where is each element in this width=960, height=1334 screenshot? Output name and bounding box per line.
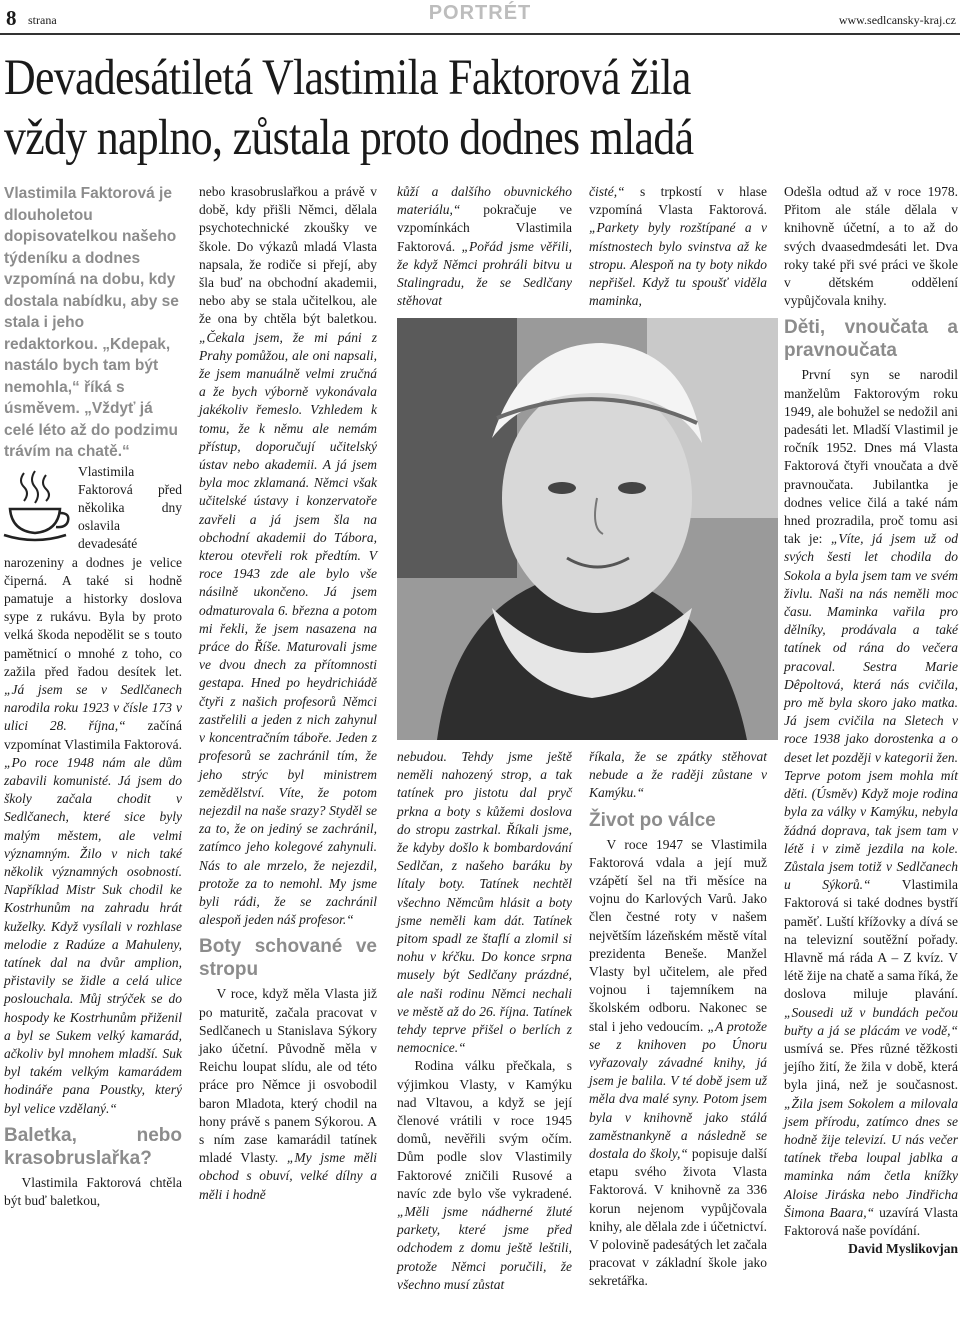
paragraph: V roce 1947 se Vlastimila Faktorová vdala a její muž vzápětí šel na tři měsíce na vojnu do Karlových Varů. Jako člen čestné roty v našem největším lázeňském městě vítal prezidenta Beneše. Manžel Vlasty byl učitelem, ale před vojnou i tajemníkem na školském odboru. Nakonec se stal i jeho vedoucím. „A protože se z knihoven po Únoru vyřazovaly závadné knihy, já jsem je balila. V té době jsem už měla dva malé syny. Potom jsem byla v knihovně jako stálá zaměstnankyně a následně se dostala do školy,“ popisuje další etapu svého života Vlasta Faktorová. V knihovně za 336 korun nejenom vypůjčovala knihy, ale dělala zde i účetnictví. V polovině padesátých let začala pracovat v základní škole jako sekretářka.: [589, 836, 768, 1289]
subheading: Boty schované ve stropu: [199, 936, 377, 981]
subheading: Baletka, nebo krasobruslařka?: [4, 1124, 182, 1169]
author-signature: David Myslikovjan: [848, 1241, 958, 1257]
coffee-cup-icon: [2, 469, 72, 543]
article-column-2: [199, 183, 377, 1204]
paragraph: Vlastimila Faktorová chtěla být buď baletkou,: [4, 1174, 182, 1209]
paragraph: nebo krasobruslařkou a právě v době, kdy přišli Němci, dělala psychotechnické zkoušky ve škole. Do výkazů mladá Vlasta napsala, že rodiče si přejí, aby šla buď na obchodní akademii, nebo aby se stala učitelkou, ale že ona by chtěla být baletkou. „Čekala jsem, že mi páni z Prahy pomůžou, ale oni napsali, že jsem manuálně velmi zručná a že bych výborně vykonávala jakékoliv řemeslo. Vzhledem k tomu, že k němu ale nemám přístup, doporučují učitelský ústav nebo akademii. A já jsem byla moc zklamaná. Němci však učitelské ústavy i konzervatoře zavřeli a já jsem šla na obchodní akademii do Tábora, kterou otevřeli rok předtím. V roce 1943 zde ale bylo vše násilně ukončeno. Já jsem odmaturovala 6. března a potom mi řekli, že jsem nasazena na práce do Říše. Maturovali jsme ve dvou dnech za přítomnosti gestapa. Hned po heydrichiádě čtyři z našich profesorů Němci zastřelili a jeden z nich zahynul v koncentračním táboře. Jeden z profesorů se zachránil tím, že jeho strýc byl ministrem zemědělství. Víte, že potom nejezdil na naše srazy? Styděl se za to, že on jediný se zachránil, zatímco jeho kolegové zahynuli. Nás to ale mrzelo, že nejezdil, protože za to nemohl. My jsme byli rádi, že se zachránil alespoň jeden náš profesor.“: [199, 184, 377, 928]
headline: [4, 48, 826, 168]
paragraph: čisté,“ s trpkostí v hlase vzpomíná Vlasta Faktorová. „Parkety byly rozštípané a v místnostech bylo svinstva až ke stropu. Alespoň na ty boty nikdo nepřišel. Když tu spoušť viděla maminka,: [589, 184, 767, 309]
article-column-4-top: [589, 183, 767, 310]
subheading: Život po válce: [589, 809, 716, 831]
headline-line-2: vždy naplno, zůstala proto dodnes mladá: [4, 110, 694, 166]
page-number: 8: [6, 6, 17, 30]
article-column-4-bottom: [589, 748, 767, 1291]
article-column-1: [4, 183, 182, 1210]
paragraph: kůží a dalšího obuvnického materiálu,“ pokračuje ve vzpomínkách Vlastimila Faktorová. „Pořád jsme věřili, že když Němci prohráli bitvu u Stalingradu, že se Sedlčany stěhovat: [397, 184, 573, 309]
article-column-3-top: [397, 183, 572, 310]
paragraph: První syn se narodil manželům Faktorovým roku 1949, ale bohužel se nedožil ani padesáti let. Mladší Vlastimil je ročník 1952. Dnes má Vlasta Faktorová čtyři vnoučata a dvě pravnoučata. Jubilantka je dodnes velice čilá a také nám hned prozradila, proč tomu asi tak je: „Víte, já jsem už od svých šesti let chodila do Sokola a byla jsem tam ve svém živlu. Naši na nás neměli moc času. Maminka vařila pro dělníky, prodávala a také tatínek od rána do večera pracoval. Sestra Marie Dêpoltová, která nás cvičila, pro mě byla skoro jako matka. Já jsem cvičila na Sletech v roce 1938 jako dorostenka a o deset let později v kategorii žen. Teprve potom jsem mohla mít děti. (Úsměv) Když moje rodina byla za války v Kamýku, nebyla žádná doprava, tak jsem tam v létě i v zimě jezdila na kole. Zůstala jsem totiž v Sedlčanech u Sýkorů.“ Vlastimila Faktorová si také dodnes bystří paměť. Luští křížovky a dívá se na televizní soutěžní pořady. Hlavně má ráda A – Z kvíz. V létě žije na chatě a sama říká, že doslova miluje plavání. „Sousedi už v bundách pečou buřty a já se plácám ve vodě,“ usmívá se. Přes různé těžkosti jejího žití, že žila v době, která byla jiná, než je současnost. „Žila jsem Sokolem a milovala jsem přírodu, zatímco dnes se hodně žije televizí. U nás večer tatínek třeba loupal jablka a maminka nám četla knížky Aloise Jiráska nebo Jindřicha Šimona Baara,“ uzavírá Vlasta Faktorová naše povídání.: [784, 367, 959, 1238]
paragraph: V roce, když měla Vlasta již po maturitě, začala pracovat v Sedlčanech u Stanislava Sýkory jako účetní. Původně měla v Reichu loupat slídu, ale od této práce pro Němce ji osvobodil baron Mladota, který chodil na hony právě s panem Sýkorou. A s ním zase kamarádil tatínek mladé Vlasty. „My jsme měli obchod s obuví, velké dílny a měli i hodně: [199, 986, 378, 1202]
paragraph: Odešla odtud až v roce 1978. Přitom ale stále dělala v knihovně účetní, a to až do svých dvaasedmdesáti let. Dva roky také při své práci ve škole v dětském oddělení vypůjčovala knihy.: [784, 184, 958, 309]
header-rule: [0, 33, 960, 35]
paragraph: Rodina válku přečkala, s výjimkou Vlasty, v Kamýku nad Vltavou, a když se její členové vrátili v roce 1945 domů, nevěřili svým očím. Dům podle slov Vlastimily Faktorové zničili Rusové a navíc zde bylo vše vykradené. „Měli jsme nádherné žluté parkety, které jsme před odchodem z domu ještě leštili, protože Němci poručili, že všechno musí zůstat: [397, 1058, 572, 1292]
page-header: [0, 0, 960, 34]
portrait-image: [397, 318, 778, 740]
article-column-5: [784, 183, 958, 1258]
lead-paragraph: Vlastimila Faktorová je dlouholetou dopisovatelkou našeho týdeníku a dodnes vzpomíná na dobu, kdy dostala nabídku, aby se stala i jeho redaktorkou. „Kdepak, nastálo bych tam být nemohla,“ říká s úsměvem. „Vždyť já celé léto až do podzimu trávím na chatě.“: [4, 185, 179, 460]
section-title: PORTRÉT: [428, 2, 532, 24]
portrait-photo: [397, 318, 778, 740]
paragraph: nebudou. Tehdy jsme ještě neměli nahozený strop, a tak tatínek pro jistotu dal pryč prkna a boty s kůžemi doslova do stropu zastrkal. Říkali jsme, že kdyby došlo k bombardování Sedlčan, z našeho baráku by lítaly boty. Tatínek nechtěl všechno Němcům hlásit a boty jsme neměli kam dát. Tatínek pitom spadl ze štaflí a zlomil si nohu v kŕčku. Do konce srpna musely být Sedlčany prázdné, ale naši rodinu Němci nechali ve městě až do 26. října. Tatínek tehdy teprve přišel o berlích z nemocnice.“: [397, 749, 572, 1056]
website-link[interactable]: www.sedlcansky-kraj.cz: [838, 13, 956, 27]
headline-line-1: Devadesátiletá Vlastimila Faktorová žila: [4, 50, 691, 106]
paragraph: říkala, že se zpátky stěhovat nebude a že raději zůstane v Kamýku.“: [589, 749, 767, 801]
article-column-3-bottom: [397, 748, 572, 1294]
paragraph: Vlastimila Faktorová před několika dny oslavila devadesáté narozeniny a dodnes je velice čiperná. A také si hodně pamatuje a historky doslova sype z rukávu. Byla by proto velká škoda nepodělit se s touto pamětnicí o mnohé z toho, co zažila před řadou desítek let. „Já jsem se v Sedlčanech narodila roku 1923 v čísle 173 v ulici 28. října,“ začíná vzpomínat Vlastimila Faktorová. „Po roce 1948 nám ale dům zabavili komunisté. Já jsem do školy začala chodit v Sedlčanech, které sice byly malým městem, ale velmi významným. Žilo v nich také několik významných osobností. Například Mistr Suk chodil ke Kostrhunům na zahradu hrát kuželky. Když vysílali v rozhlase melodie z Radúze a Mahuleny, tatínek dal na dvůr amplion, přistavily se židle a celá ulice poslouchala. Můj strýček se do hospody ke Kostrhunům přiženil a byl se Sukem velký kamarád, ačkoliv byl mnohem mladší. Suk byl takém velkým kamarádem hodinářе pana Poustky, který byl velice vzdělaný.“: [4, 463, 182, 1116]
page-word: strana: [28, 13, 57, 27]
subheading: Děti, vnoučata a pravnoučata: [784, 317, 958, 362]
